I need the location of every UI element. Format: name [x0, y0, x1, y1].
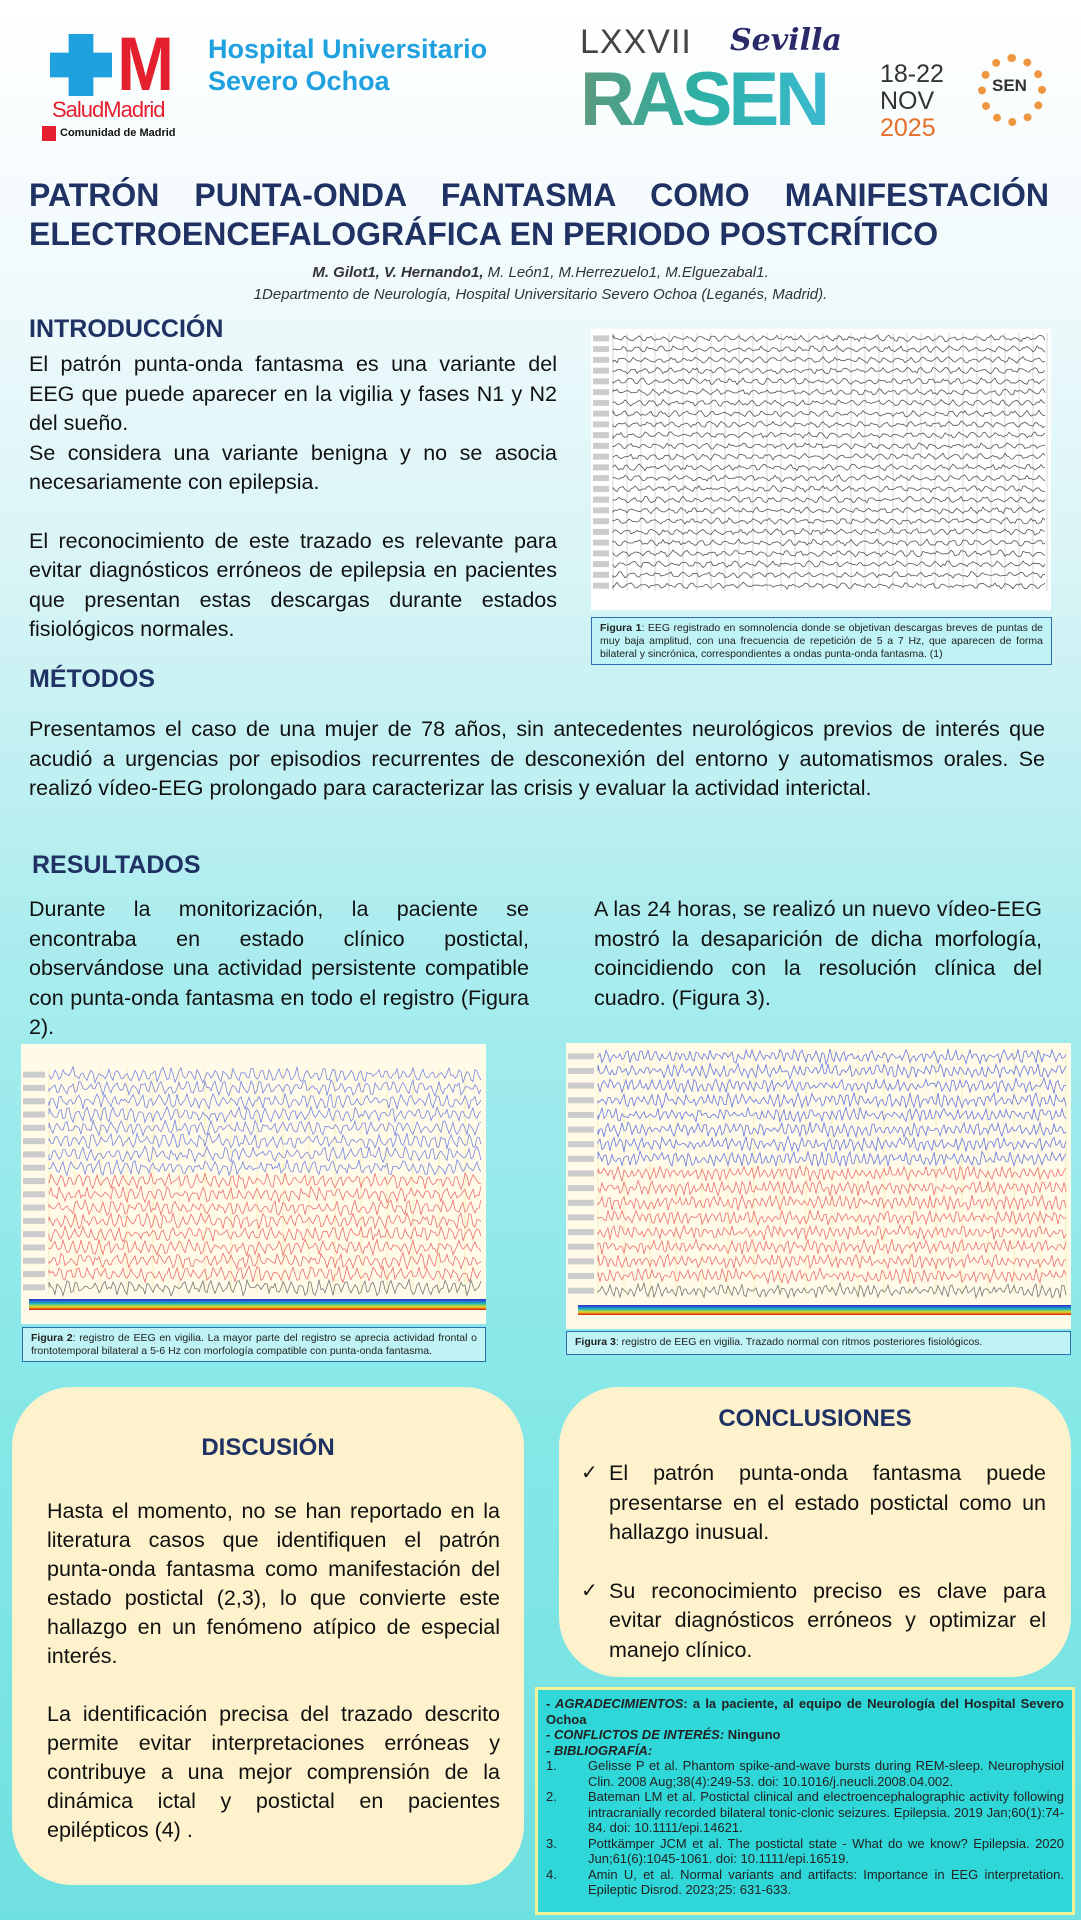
spectrogram	[578, 1305, 1071, 1315]
channel-label	[593, 400, 609, 406]
reference-text: Amin U, et al. Normal variants and artifacts: Importance in EEG interpretation. Epileptic Disrod. 2023;25: 631-633.	[588, 1866, 1064, 1897]
channel-label	[593, 486, 609, 492]
results-left-text: Durante la monitorización, la paciente se encontraba en estado clínico postictal, observándose una actividad persistente compatible con punta-onda fantasma en todo el registro (Figura 2).	[29, 897, 529, 1039]
title-line2: ELECTROENCEFALOGRÁFICA EN PERIODO POSTCRÍTICO	[29, 216, 939, 252]
channel-label	[23, 1072, 45, 1078]
discussion-p1: Hasta el momento, no se han reportado en la literatura casos que identifiquen el patrón punta-onda fantasma como manifestación del estado postictal (2,3), lo que convierte este hallazgo en un fenómeno atípico de especial interés.	[47, 1499, 500, 1668]
channel-label	[568, 1200, 594, 1206]
channel-label	[568, 1288, 594, 1294]
results-heading: RESULTADOS	[32, 851, 201, 879]
discussion-box	[12, 1387, 524, 1885]
channel-label	[568, 1141, 594, 1147]
sen-logo	[978, 54, 1046, 126]
channel-label	[23, 1218, 45, 1224]
channel-label	[23, 1205, 45, 1211]
channel-label	[593, 454, 609, 460]
reference-item	[546, 1789, 1064, 1836]
reference-number: 4.	[546, 1866, 557, 1882]
hospital-logo	[50, 22, 488, 145]
conclusions-box	[559, 1387, 1071, 1677]
intro-text	[29, 350, 557, 645]
conclusion-text: El patrón punta-onda fantasma puede presentarse en el estado postictal como un hallazgo inusual.	[609, 1461, 1046, 1544]
co-authors: M. León1, M.Herrezuelo1, M.Elguezabal1.	[483, 264, 769, 281]
channel-label	[23, 1085, 45, 1091]
channel-label	[593, 561, 609, 567]
figure-2-eeg-image	[21, 1044, 486, 1324]
methods-heading: MÉTODOS	[29, 665, 155, 693]
channel-label	[593, 475, 609, 481]
channel-label	[23, 1244, 45, 1250]
channel-label	[23, 1138, 45, 1144]
figure-3-eeg-image	[566, 1043, 1071, 1329]
channel-label	[568, 1258, 594, 1264]
channel-label	[593, 443, 609, 449]
channel-label	[23, 1165, 45, 1171]
conclusions-heading: CONCLUSIONES	[718, 1405, 912, 1432]
ack-text: : a la paciente, al equipo de Neurología del Hospital Severo Ochoa	[546, 1696, 1064, 1727]
channel-label	[593, 464, 609, 470]
figure-2-caption	[22, 1327, 486, 1362]
discussion-text	[47, 1497, 500, 1845]
channel-label	[568, 1214, 594, 1220]
fig2-label: Figura 2	[31, 1332, 73, 1344]
spectrogram	[29, 1299, 486, 1310]
results-right-text: A las 24 horas, se realizó un nuevo vídeo-EEG mostró la desaparición de dicha morfología, coincidiendo con la resolución clínica del cuadro. (Figura 3).	[594, 897, 1042, 1010]
salud-madrid-star-icon	[50, 34, 112, 96]
reference-text: Pottkämper JCM et al. The postictal state - What do we know? Epilepsia. 2020 Jun;61(6):1045-1061. doi: 10.1111/epi.16519.	[588, 1835, 1064, 1866]
channel-label	[593, 518, 609, 524]
channel-label	[593, 529, 609, 535]
congress-dates: 18-22	[880, 60, 944, 88]
congress-year: 2025	[880, 114, 936, 142]
channel-label	[593, 572, 609, 578]
channel-label	[593, 335, 609, 341]
congress-logo	[580, 22, 950, 142]
intro-p2: Se considera una variante benigna y no se asocia necesariamente con epilepsia.	[29, 440, 557, 494]
channel-label	[593, 432, 609, 438]
conclusion-item	[581, 1577, 1046, 1666]
channel-label	[568, 1053, 594, 1059]
channel-label	[593, 583, 609, 589]
channel-label	[23, 1098, 45, 1104]
fig1-label: Figura 1	[600, 622, 642, 634]
channel-label	[593, 368, 609, 374]
channel-label	[593, 411, 609, 417]
conclusion-text: Su reconocimiento preciso es clave para evitar diagnósticos erróneos y optimizar el manejo clínico.	[609, 1578, 1046, 1662]
main-authors: M. Gilot1, V. Hernando1,	[312, 264, 484, 281]
coi-label: - CONFLICTOS DE INTERÉS:	[546, 1727, 725, 1742]
poster-title	[29, 176, 1049, 254]
congress-month: NOV	[880, 87, 935, 115]
fig1-caption-text: : EEG registrado en somnolencia donde se objetivan descargas breves de puntas de muy baja amplitud, con una frecuencia de repetición de 5 a 7 Hz, que aparecen de forma bilateral y sincrónica, correspondientes a ondas punta-onda fantasma. (1)	[600, 622, 1043, 660]
coi-text: Ninguno	[724, 1727, 781, 1742]
affiliation: 1Departmento de Neurología, Hospital Universitario Severo Ochoa (Leganés, Madrid).	[253, 286, 828, 303]
channel-label	[568, 1068, 594, 1074]
channel-label	[23, 1125, 45, 1131]
channel-label	[23, 1178, 45, 1184]
hospital-name-line1: Hospital Universitario	[208, 34, 488, 64]
channel-label	[23, 1258, 45, 1264]
ack-label: - AGRADECIMIENTOS	[546, 1696, 684, 1711]
channel-label	[593, 346, 609, 352]
channel-label	[593, 540, 609, 546]
fig3-label: Figura 3	[575, 1336, 616, 1348]
channel-label	[23, 1231, 45, 1237]
channel-label	[568, 1097, 594, 1103]
check-icon: ✓	[581, 1462, 598, 1484]
methods-text: Presentamos el caso de una mujer de 78 años, sin antecedentes neurológicos previos de interés que acudió a urgencias por episodios recurrentes de desconexión del entorno y automatismos orales. Se realizó vídeo-EEG prolongado para caracterizar las crisis y evaluar la actividad interictal.	[29, 717, 1045, 800]
channel-label	[568, 1112, 594, 1118]
channel-label	[23, 1112, 45, 1118]
reference-item	[546, 1867, 1064, 1898]
fig2-caption-text: : registro de EEG en vigilia. La mayor parte del registro se aprecia actividad frontal o frontotemporal bilateral a 5-6 Hz con morfología compatible con punta-onda fantasma.	[31, 1332, 477, 1357]
discussion-p2: La identificación precisa del trazado descrito permite evitar interpretaciones erróneas y contribuye a una mejor comprensión de la dinámica ictal y postictal en pacientes epilépticos (4) .	[47, 1702, 500, 1842]
channel-label	[593, 389, 609, 395]
figure-1-caption	[591, 617, 1052, 665]
channel-label	[593, 497, 609, 503]
channel-label	[568, 1171, 594, 1177]
channel-label	[23, 1151, 45, 1157]
figure-1-eeg-image	[591, 329, 1051, 610]
channel-label	[568, 1229, 594, 1235]
comunidad-flag-icon	[42, 126, 56, 141]
figure-3-caption	[566, 1331, 1071, 1355]
congress-edition: LXXVII	[580, 23, 692, 61]
reference-number: 2.	[546, 1789, 557, 1804]
reference-text: Bateman LM et al. Postictal clinical and electroencephalographic activity following intracranially recorded bilateral tonic-clonic seizures. Epilepsia. 2019 Jan;60(1):74-84. doi: 10.1111/epi.14621.	[588, 1789, 1064, 1835]
channel-label	[593, 421, 609, 427]
congress-name: RASEN	[580, 57, 827, 142]
congress-city: Sevilla	[730, 23, 842, 58]
check-icon: ✓	[581, 1579, 598, 1602]
channel-label	[593, 550, 609, 556]
m-logo-icon: M	[117, 22, 175, 107]
reference-text: Gelisse P et al. Phantom spike-and-wave bursts during REM-sleep. Neurophysiol Clin. 2008 Aug;38(4):249-53. doi: 10.1016/j.neucli.2008.04.002.	[588, 1758, 1064, 1789]
channel-label	[593, 357, 609, 363]
sen-logo-text: SEN	[992, 76, 1027, 95]
authors	[0, 262, 1081, 306]
channel-label	[23, 1191, 45, 1197]
reference-number: 3.	[546, 1835, 557, 1851]
channel-label	[568, 1156, 594, 1162]
conclusion-item	[581, 1459, 1046, 1548]
comunidad-text: Comunidad de Madrid	[60, 127, 176, 139]
bibliography-label: - BIBLIOGRAFÍA:	[546, 1742, 653, 1758]
channel-label	[593, 378, 609, 384]
intro-p3: El reconocimiento de este trazado es relevante para evitar diagnósticos erróneos de epilepsia en pacientes que presentan estas descargas durante estados fisiológicos normales.	[29, 528, 557, 641]
channel-label	[568, 1273, 594, 1279]
channel-label	[568, 1185, 594, 1191]
reference-item	[546, 1836, 1064, 1867]
channel-label	[568, 1244, 594, 1250]
intro-heading: INTRODUCCIÓN	[29, 315, 224, 343]
title-line1: PATRÓN PUNTA-ONDA FANTASMA COMO MANIFESTACIÓN	[29, 177, 1049, 213]
channel-label	[568, 1083, 594, 1089]
channel-label	[23, 1284, 45, 1290]
discussion-heading: DISCUSIÓN	[201, 1434, 335, 1461]
channel-label	[23, 1271, 45, 1277]
acknowledgements-box	[535, 1687, 1075, 1915]
fig3-caption-text: : registro de EEG en vigilia. Trazado normal con ritmos posteriores fisiológicos.	[615, 1336, 983, 1348]
channel-label	[593, 507, 609, 513]
intro-p1: El patrón punta-onda fantasma es una variante del EEG que puede aparecer en la vigilia y fases N1 y N2 del sueño.	[29, 352, 557, 435]
reference-item	[546, 1758, 1064, 1789]
reference-number: 1.	[546, 1758, 557, 1773]
hospital-name-line2: Severo Ochoa	[208, 66, 390, 96]
salud-madrid-text: SaludMadrid	[52, 97, 165, 122]
channel-label	[568, 1127, 594, 1133]
